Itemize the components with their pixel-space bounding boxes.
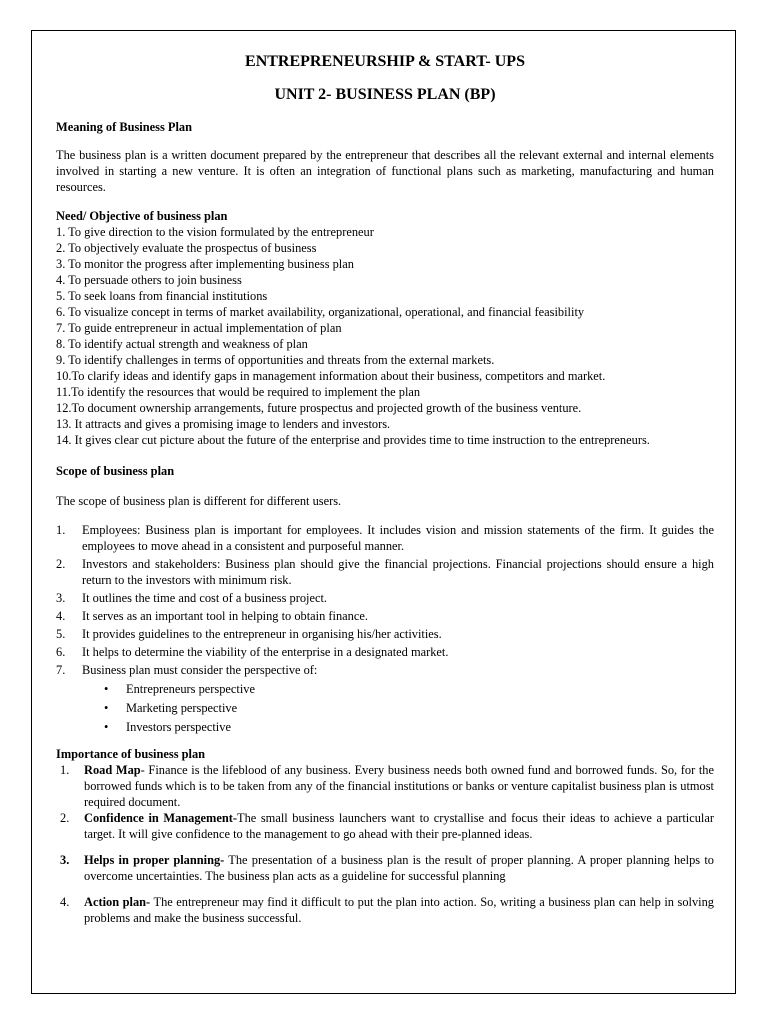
list-item: 3. Helps in proper planning- The presentation of a business plan is the result of proper planning. A proper planning helps to overcome uncertainties. The business plan acts as a guideline for successful planning (60, 853, 714, 883)
importance-list (56, 762, 714, 926)
list-item: 1. Road Map- Finance is the lifeblood of any business. Every business needs both owned fund and borrowed funds. So, for the borrowed funds which is to be taken from any of the financial institutions or banks or venture capitalist business plan is utmost required document. (60, 763, 714, 809)
list-item: 9. To identify challenges in terms of opportunities and threats from the external markets. (56, 353, 495, 367)
importance-heading: Importance of business plan (56, 747, 206, 761)
list-item: 4. Action plan- The entrepreneur may find it difficult to put the plan into action. So, writing a business plan can help in solving problems and make the business successful. (60, 895, 714, 925)
bullet-item: • Marketing perspective (100, 699, 714, 718)
list-item: 6. To visualize concept in terms of market availability, organizational, operational, and financial feasibility (56, 305, 585, 319)
list-item: 11.To identify the resources that would be required to implement the plan (56, 385, 421, 399)
list-item: 1. To give direction to the vision formulated by the entrepreneur (56, 225, 374, 239)
list-item: 7. Business plan must consider the perspective of: (56, 663, 318, 677)
list-item: 10.To clarify ideas and identify gaps in management information about their business, competitors and market. (56, 369, 606, 383)
list-item: 2. Confidence in Management-The small business launchers want to crystallise and focus their ideas to achieve a particular target. It will give confidence to the management to go ahead with their pre-planned ideas. (60, 811, 714, 841)
list-item: 5. It provides guidelines to the entrepreneur in organising his/her activities. (56, 627, 442, 641)
scope-list (56, 522, 714, 678)
list-item: 1. Employees: Business plan is important for employees. It includes vision and mission statements of the firm. It guides the employees to move ahead in a consistent and purposeful manner. (56, 523, 714, 553)
list-item: 8. To identify actual strength and weakness of plan (56, 337, 308, 351)
list-item: 2. To objectively evaluate the prospectus of business (56, 241, 317, 255)
scope-heading: Scope of business plan (56, 464, 175, 478)
document-title: ENTREPRENEURSHIP & START- UPS (245, 53, 525, 70)
bullet-item: • Entrepreneurs perspective (100, 680, 714, 699)
list-item: 6. It helps to determine the viability of the enterprise in a designated market. (56, 645, 449, 659)
list-item: 12.To document ownership arrangements, future prospectus and projected growth of the business venture. (56, 401, 582, 415)
list-item: 7. To guide entrepreneur in actual implementation of plan (56, 321, 342, 335)
list-item: 3. It outlines the time and cost of a business project. (56, 591, 328, 605)
list-item: 13. It attracts and gives a promising image to lenders and investors. (56, 417, 391, 431)
list-item: 3. To monitor the progress after implementing business plan (56, 257, 354, 271)
list-item: 14. It gives clear cut picture about the future of the enterprise and provides time to time instruction to the entrepreneurs. (56, 433, 650, 447)
list-item: 4. To persuade others to join business (56, 273, 242, 287)
unit-title: UNIT 2- BUSINESS PLAN (BP) (274, 86, 496, 103)
meaning-paragraph: The business plan is a written document prepared by the entrepreneur that describes all the relevant external and internal elements involved in starting a new venture. It is often an integration of functional plans such as marketing, manufacturing and human resources. (56, 148, 714, 194)
list-item: 2. Investors and stakeholders: Business plan should give the financial projections. Financial projections should ensure a high return to the investors with minimum risk. (56, 557, 714, 587)
document-page (56, 52, 714, 926)
list-item: 5. To seek loans from financial institutions (56, 289, 268, 303)
perspective-bullets (100, 680, 714, 737)
bullet-item: • Investors perspective (100, 718, 714, 737)
need-heading: Need/ Objective of business plan (56, 209, 228, 223)
list-item: 4. It serves as an important tool in helping to obtain finance. (56, 609, 368, 623)
meaning-heading: Meaning of Business Plan (56, 120, 192, 134)
scope-intro: The scope of business plan is different for different users. (56, 494, 342, 508)
need-list (56, 224, 714, 448)
